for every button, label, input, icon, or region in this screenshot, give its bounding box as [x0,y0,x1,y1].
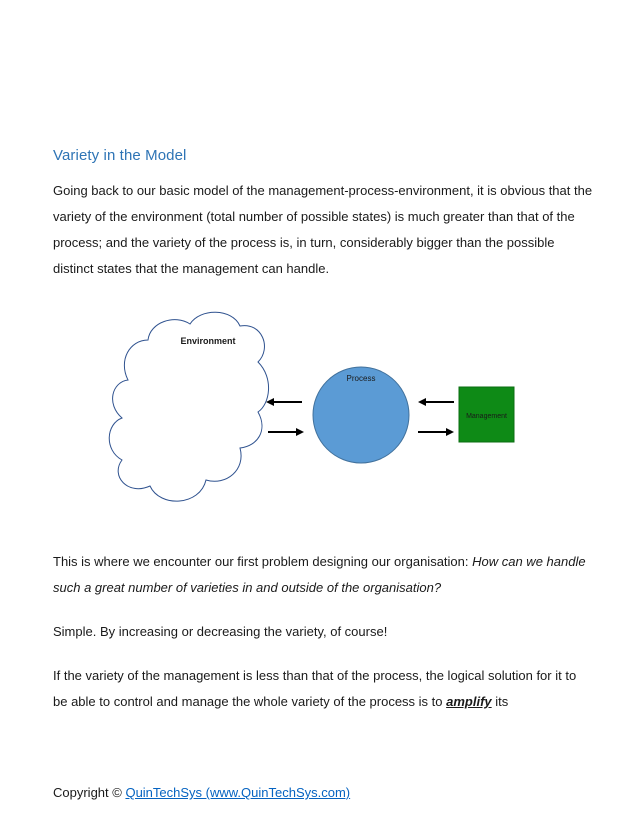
diagram-svg [0,300,638,520]
environment-label: Environment [180,336,236,346]
environment-cloud [109,312,268,501]
amplify-tail-text: its [491,694,509,709]
arrow-process-to-management [418,428,454,436]
problem-question-text: How can we handle such a great number of varieties in and outside of the organisation? [53,554,586,595]
paragraph-amplify [53,663,593,715]
arrow-process-to-environment [266,398,302,406]
quintechsys-link[interactable]: QuinTechSys (www.QuinTechSys.com) [125,785,351,800]
paragraph-problem [53,549,593,601]
amplify-emphasis: amplify [446,694,492,709]
process-circle [313,367,409,463]
problem-lead-text: This is where we encounter our first problem designing our organisation: [53,554,473,569]
copyright-footer [53,785,350,800]
paragraph-simple: Simple. By increasing or decreasing the variety, of course! [53,624,388,639]
section-heading: Variety in the Model [53,147,187,164]
management-process-environment-diagram [0,300,638,520]
management-label: Management [466,413,507,420]
arrow-management-to-process [418,398,454,406]
arrow-environment-to-process [268,428,304,436]
paragraph-variety-intro: Going back to our basic model of the management-process-environment, it is obvious that the variety of the environment (total number of possible states) is much greater than that of the process; and the variety of the process is, in turn, considerably bigger than the possible distinct states that the management can handle. [53,183,593,276]
amplify-lead-text: If the variety of the management is less than that of the process, the logical solution for it to be able to control and manage the whole variety of the process is to [53,668,577,709]
management-box [459,387,514,442]
process-label: Process [346,374,376,383]
copyright-prefix: Copyright © [53,785,126,800]
